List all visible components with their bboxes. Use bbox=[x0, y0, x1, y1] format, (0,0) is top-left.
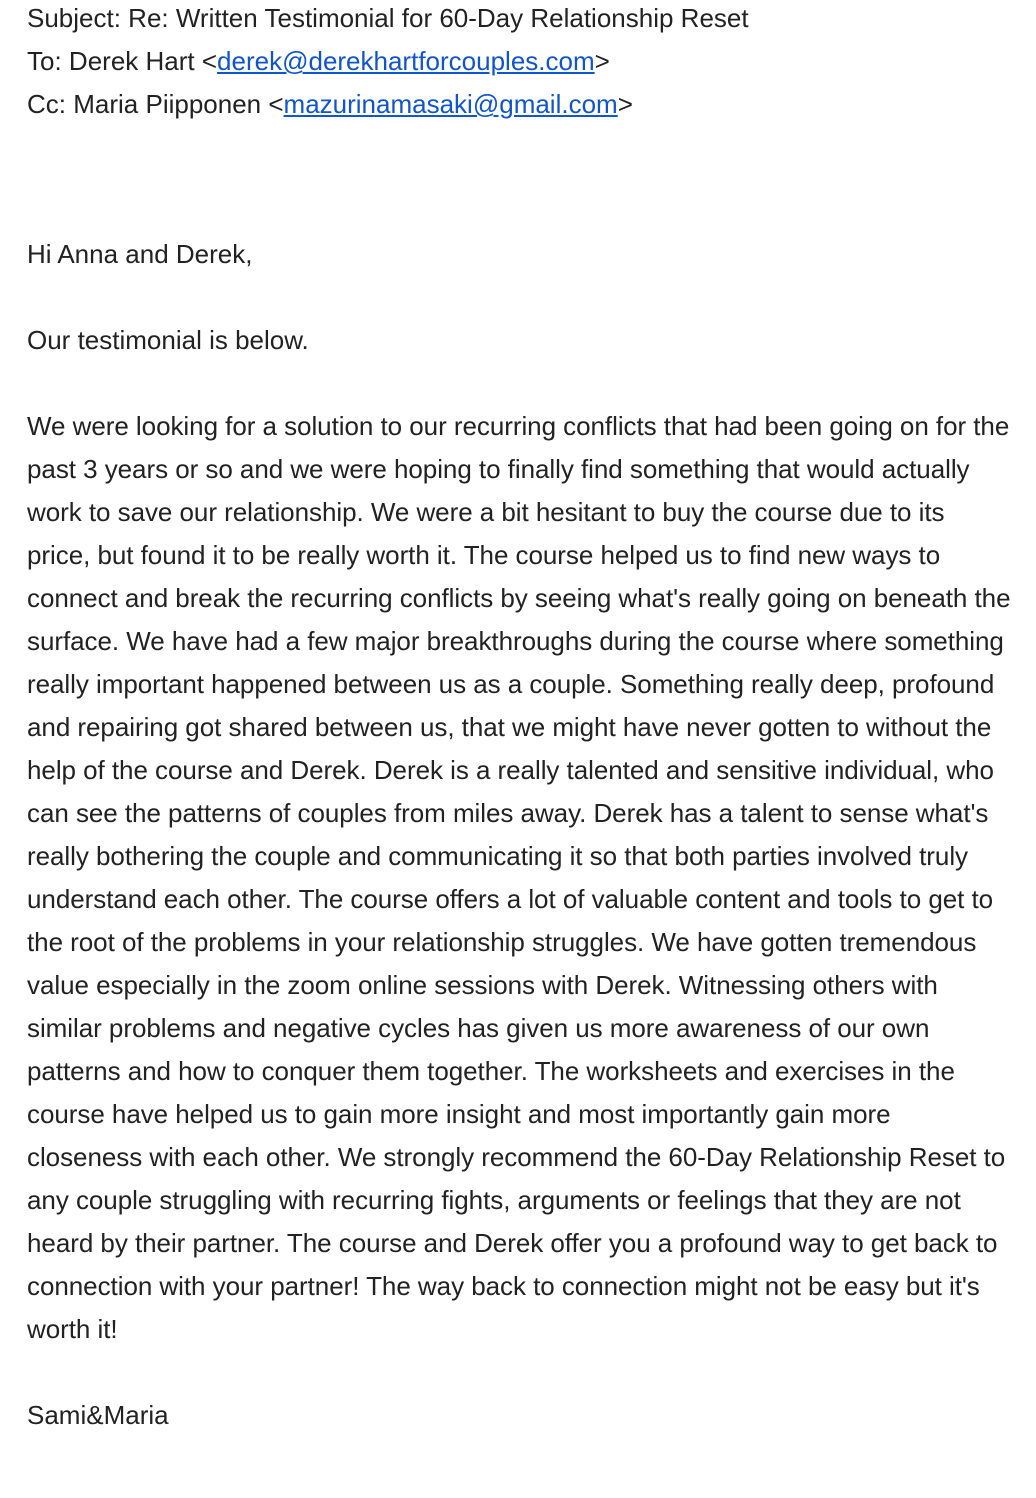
cc-gt: > bbox=[617, 89, 633, 119]
subject-line bbox=[27, 0, 1008, 40]
to-line bbox=[27, 40, 1008, 83]
intro-line: Our testimonial is below. bbox=[27, 325, 309, 355]
to-prefix: To: bbox=[27, 46, 69, 76]
signature: Sami&Maria bbox=[27, 1400, 169, 1430]
to-email-link[interactable]: derek@derekhartforcouples.com bbox=[217, 46, 595, 76]
testimonial-body: We were looking for a solution to our recurring conflicts that had been going on for the past 3 years or so and we were hoping to finally find something that would actually work to save our relationship. We were a bit hesitant to buy the course due to its price, but found it to be really worth it. The course helped us to find new ways to connect and break the recurring conflicts by seeing what's really going on beneath the surface. We have had a few major breakthroughs during the course where something really important happened between us as a couple. Something really deep, profound and repairing got shared between us, that we might have never gotten to without the help of the course and Derek. Derek is a really talented and sensitive individual, who can see the patterns of couples from miles away. Derek has a talent to sense what's really bothering the couple and communicating it so that both parties involved truly understand each other. The course offers a lot of valuable content and tools to get to the root of the problems in your relationship struggles. We have gotten tremendous value especially in the zoom online sessions with Derek. Witnessing others with similar problems and negative cycles has given us more awareness of our own patterns and how to conquer them together. The worksheets and exercises in the course have helped us to gain more insight and most importantly gain more closeness with each other. We strongly recommend the 60-Day Relationship Reset to any couple struggling with recurring fights, arguments or feelings that they are not heard by their partner. The course and Derek offer you a profound way to get back to connection with your partner! The way back to connection might not be easy but it's worth it! bbox=[27, 411, 1011, 1344]
cc-line bbox=[27, 83, 1008, 126]
subject-text: Re: Written Testimonial for 60-Day Relationship Reset bbox=[128, 3, 749, 33]
greeting: Hi Anna and Derek, bbox=[27, 239, 253, 269]
to-gt: > bbox=[594, 46, 610, 76]
cc-name: Maria Piipponen bbox=[73, 89, 262, 119]
cc-email-link[interactable]: mazurinamasaki@gmail.com bbox=[283, 89, 618, 119]
subject-prefix: Subject: bbox=[27, 3, 129, 33]
email-header bbox=[27, 0, 1008, 126]
cc-lt: < bbox=[261, 89, 284, 119]
to-name: Derek Hart bbox=[68, 46, 195, 76]
cc-prefix: Cc: bbox=[27, 89, 74, 119]
to-lt: < bbox=[194, 46, 218, 76]
